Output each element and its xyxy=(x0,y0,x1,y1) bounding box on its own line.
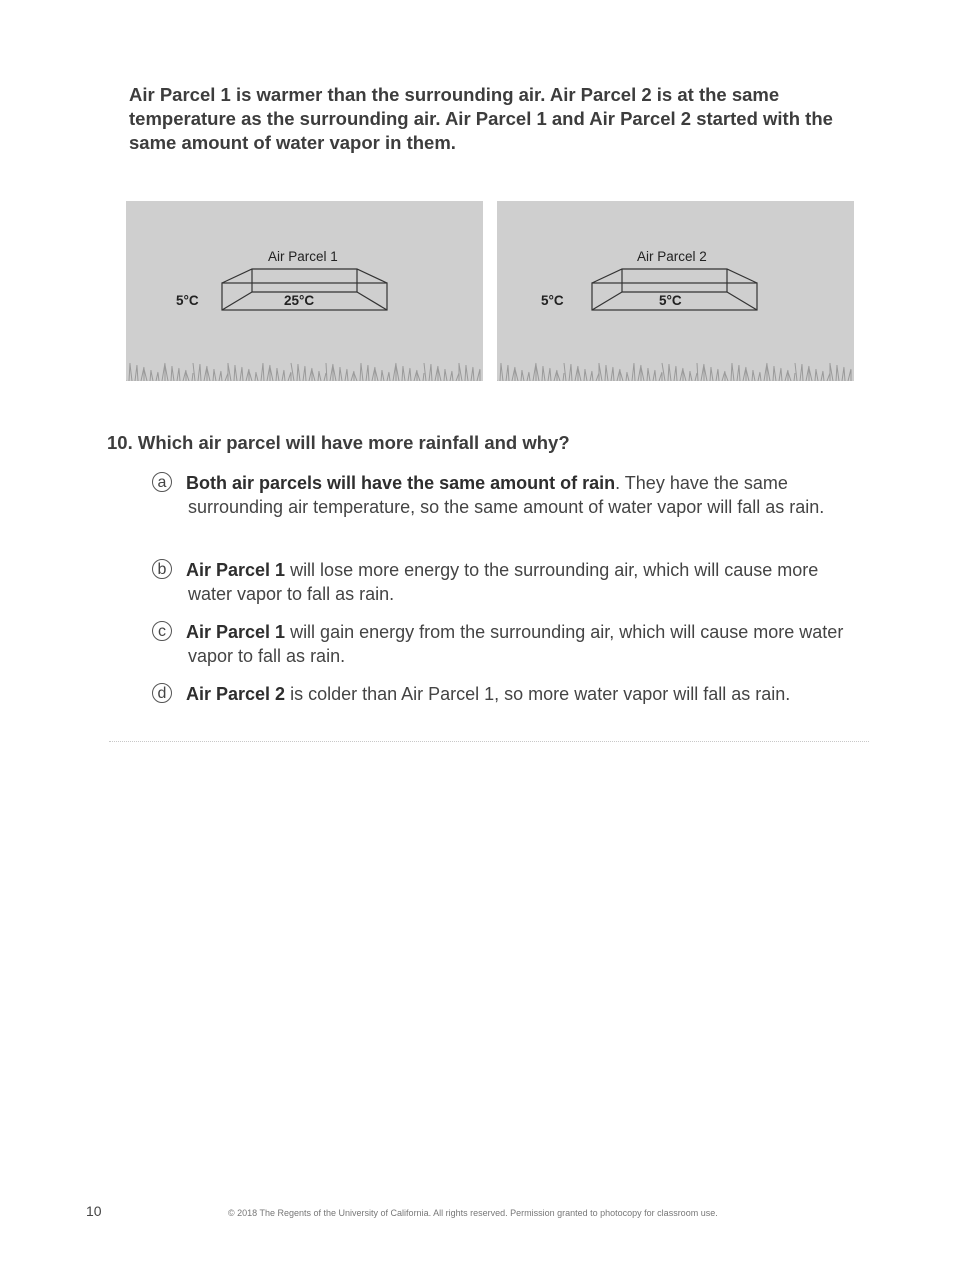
choice-text: . They have the same surrounding air temperature, so the same amount of water vapor will fall as rain. xyxy=(188,473,825,517)
parcel-temp: 5°C xyxy=(659,293,682,308)
section-divider xyxy=(109,741,869,742)
choice-bold: Both air parcels will have the same amount of rain xyxy=(186,473,616,493)
intro-paragraph: Air Parcel 1 is warmer than the surrounding air. Air Parcel 2 is at the same temperature as the surrounding air. Air Parcel 1 and Air Parcel 2 started with the same amount of water vapor in them. xyxy=(129,84,833,153)
choice-text: is colder than Air Parcel 1, so more water vapor will fall as rain. xyxy=(285,684,791,704)
choice-letter: d xyxy=(152,683,172,703)
parcel-title: Air Parcel 1 xyxy=(268,249,338,264)
air-parcel-2-box-icon xyxy=(497,201,854,381)
air-parcel-2-diagram xyxy=(497,201,854,381)
choice-a[interactable] xyxy=(152,471,852,519)
air-parcel-1-box-icon xyxy=(126,201,483,381)
choice-letter: a xyxy=(152,472,172,492)
choice-letter: c xyxy=(152,621,172,641)
choice-letter: b xyxy=(152,559,172,579)
choice-text: will lose more energy to the surrounding air, which will cause more water vapor to fall as rain. xyxy=(188,560,819,604)
parcel-temp: 25°C xyxy=(284,293,315,308)
copyright-notice: © 2018 The Regents of the University of California. All rights reserved. Permission granted to photocopy for classroom use. xyxy=(228,1208,718,1218)
choice-bold: Air Parcel 2 xyxy=(186,684,286,704)
surrounding-temp: 5°C xyxy=(176,293,199,308)
grass-strip xyxy=(497,363,851,381)
grass-strip xyxy=(126,363,480,381)
surrounding-temp: 5°C xyxy=(541,293,564,308)
page-number: 10 xyxy=(86,1203,102,1219)
choice-text: will gain energy from the surrounding air, which will cause more water vapor to fall as rain. xyxy=(188,622,844,666)
choice-bold: Air Parcel 1 xyxy=(186,560,286,580)
choice-c[interactable] xyxy=(152,620,852,668)
choice-bold: Air Parcel 1 xyxy=(186,622,286,642)
parcel-title: Air Parcel 2 xyxy=(637,249,707,264)
choice-b[interactable] xyxy=(152,558,852,606)
question-10: 10. Which air parcel will have more rainfall and why? xyxy=(107,432,570,453)
choice-d[interactable] xyxy=(152,682,852,706)
air-parcel-1-diagram xyxy=(126,201,483,381)
